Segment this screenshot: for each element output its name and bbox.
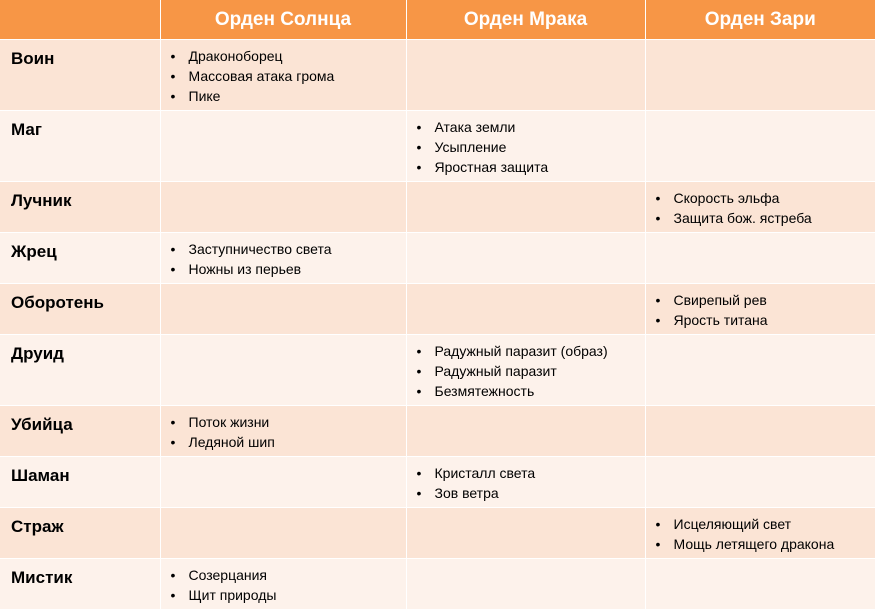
table-row	[0, 182, 875, 233]
skill-item: • Безмятежность	[415, 381, 645, 401]
order-sun-cell	[160, 335, 406, 406]
class-name: Оборотень	[0, 284, 160, 313]
order-dawn-cell	[645, 111, 875, 182]
table-row	[0, 559, 875, 610]
order-dawn-cell	[645, 457, 875, 508]
order-dawn-cell	[645, 182, 875, 233]
skill-item: • Пике	[169, 86, 406, 106]
order-dark-cell	[406, 406, 645, 457]
header-order-dark: Орден Мрака	[406, 0, 645, 40]
skill-item: • Радужный паразит (образ)	[415, 341, 645, 361]
class-cell	[0, 508, 160, 559]
class-name: Друид	[0, 335, 160, 364]
skill-list	[646, 508, 875, 554]
table-row	[0, 233, 875, 284]
order-dawn-cell	[645, 40, 875, 111]
skill-item: • Скорость эльфа	[654, 188, 875, 208]
table-row	[0, 284, 875, 335]
order-sun-cell	[160, 457, 406, 508]
class-name: Страж	[0, 508, 160, 537]
order-sun-cell	[160, 559, 406, 610]
class-cell	[0, 182, 160, 233]
table-row	[0, 335, 875, 406]
skill-item: • Атака земли	[415, 117, 645, 137]
table-row	[0, 508, 875, 559]
header-blank	[0, 0, 160, 40]
skill-item: • Защита бож. ястреба	[654, 208, 875, 228]
skill-item: • Поток жизни	[169, 412, 406, 432]
skill-list	[646, 284, 875, 330]
skill-item: • Яростная защита	[415, 157, 645, 177]
class-cell	[0, 233, 160, 284]
skill-item: • Заступничество света	[169, 239, 406, 259]
header-order-dawn: Орден Зари	[645, 0, 875, 40]
class-name: Жрец	[0, 233, 160, 262]
skill-item: • Зов ветра	[415, 483, 645, 503]
order-dark-cell	[406, 335, 645, 406]
class-cell	[0, 406, 160, 457]
order-dark-cell	[406, 233, 645, 284]
order-sun-cell	[160, 182, 406, 233]
skill-item: • Кристалл света	[415, 463, 645, 483]
class-cell	[0, 284, 160, 335]
skill-item: • Ножны из перьев	[169, 259, 406, 279]
order-dawn-cell	[645, 559, 875, 610]
order-dark-cell	[406, 182, 645, 233]
skill-list	[407, 457, 645, 503]
skill-item: • Созерцания	[169, 565, 406, 585]
table-row	[0, 457, 875, 508]
skill-list	[161, 40, 406, 106]
skill-item: • Ярость титана	[654, 310, 875, 330]
header-row	[0, 0, 875, 40]
class-cell	[0, 457, 160, 508]
order-dawn-cell	[645, 335, 875, 406]
skill-item: • Мощь летящего дракона	[654, 534, 875, 554]
order-dark-cell	[406, 457, 645, 508]
class-name: Воин	[0, 40, 160, 69]
skill-list	[161, 233, 406, 279]
order-dawn-cell	[645, 233, 875, 284]
skill-list	[161, 406, 406, 452]
table-row	[0, 40, 875, 111]
skill-item: • Радужный паразит	[415, 361, 645, 381]
class-name: Мистик	[0, 559, 160, 588]
order-dark-cell	[406, 111, 645, 182]
header-order-sun: Орден Солнца	[160, 0, 406, 40]
class-name: Маг	[0, 111, 160, 140]
order-sun-cell	[160, 40, 406, 111]
class-cell	[0, 111, 160, 182]
skill-item: • Массовая атака грома	[169, 66, 406, 86]
order-dawn-cell	[645, 508, 875, 559]
order-sun-cell	[160, 284, 406, 335]
skill-item: • Исцеляющий свет	[654, 514, 875, 534]
class-name: Лучник	[0, 182, 160, 211]
class-name: Убийца	[0, 406, 160, 435]
order-sun-cell	[160, 406, 406, 457]
skill-item: • Щит природы	[169, 585, 406, 605]
skill-list	[407, 111, 645, 177]
skill-item: • Драконоборец	[169, 46, 406, 66]
class-name: Шаман	[0, 457, 160, 486]
skill-list	[407, 335, 645, 401]
order-sun-cell	[160, 233, 406, 284]
order-dawn-cell	[645, 406, 875, 457]
order-sun-cell	[160, 111, 406, 182]
order-sun-cell	[160, 508, 406, 559]
skill-item: • Ледяной шип	[169, 432, 406, 452]
skill-list	[646, 182, 875, 228]
order-dark-cell	[406, 559, 645, 610]
order-dark-cell	[406, 40, 645, 111]
table-row	[0, 111, 875, 182]
class-cell	[0, 559, 160, 610]
table-row	[0, 406, 875, 457]
order-dark-cell	[406, 284, 645, 335]
class-cell	[0, 40, 160, 111]
skill-item: • Свирепый рев	[654, 290, 875, 310]
skill-item: • Усыпление	[415, 137, 645, 157]
order-dark-cell	[406, 508, 645, 559]
skill-list	[161, 559, 406, 605]
order-dawn-cell	[645, 284, 875, 335]
class-cell	[0, 335, 160, 406]
